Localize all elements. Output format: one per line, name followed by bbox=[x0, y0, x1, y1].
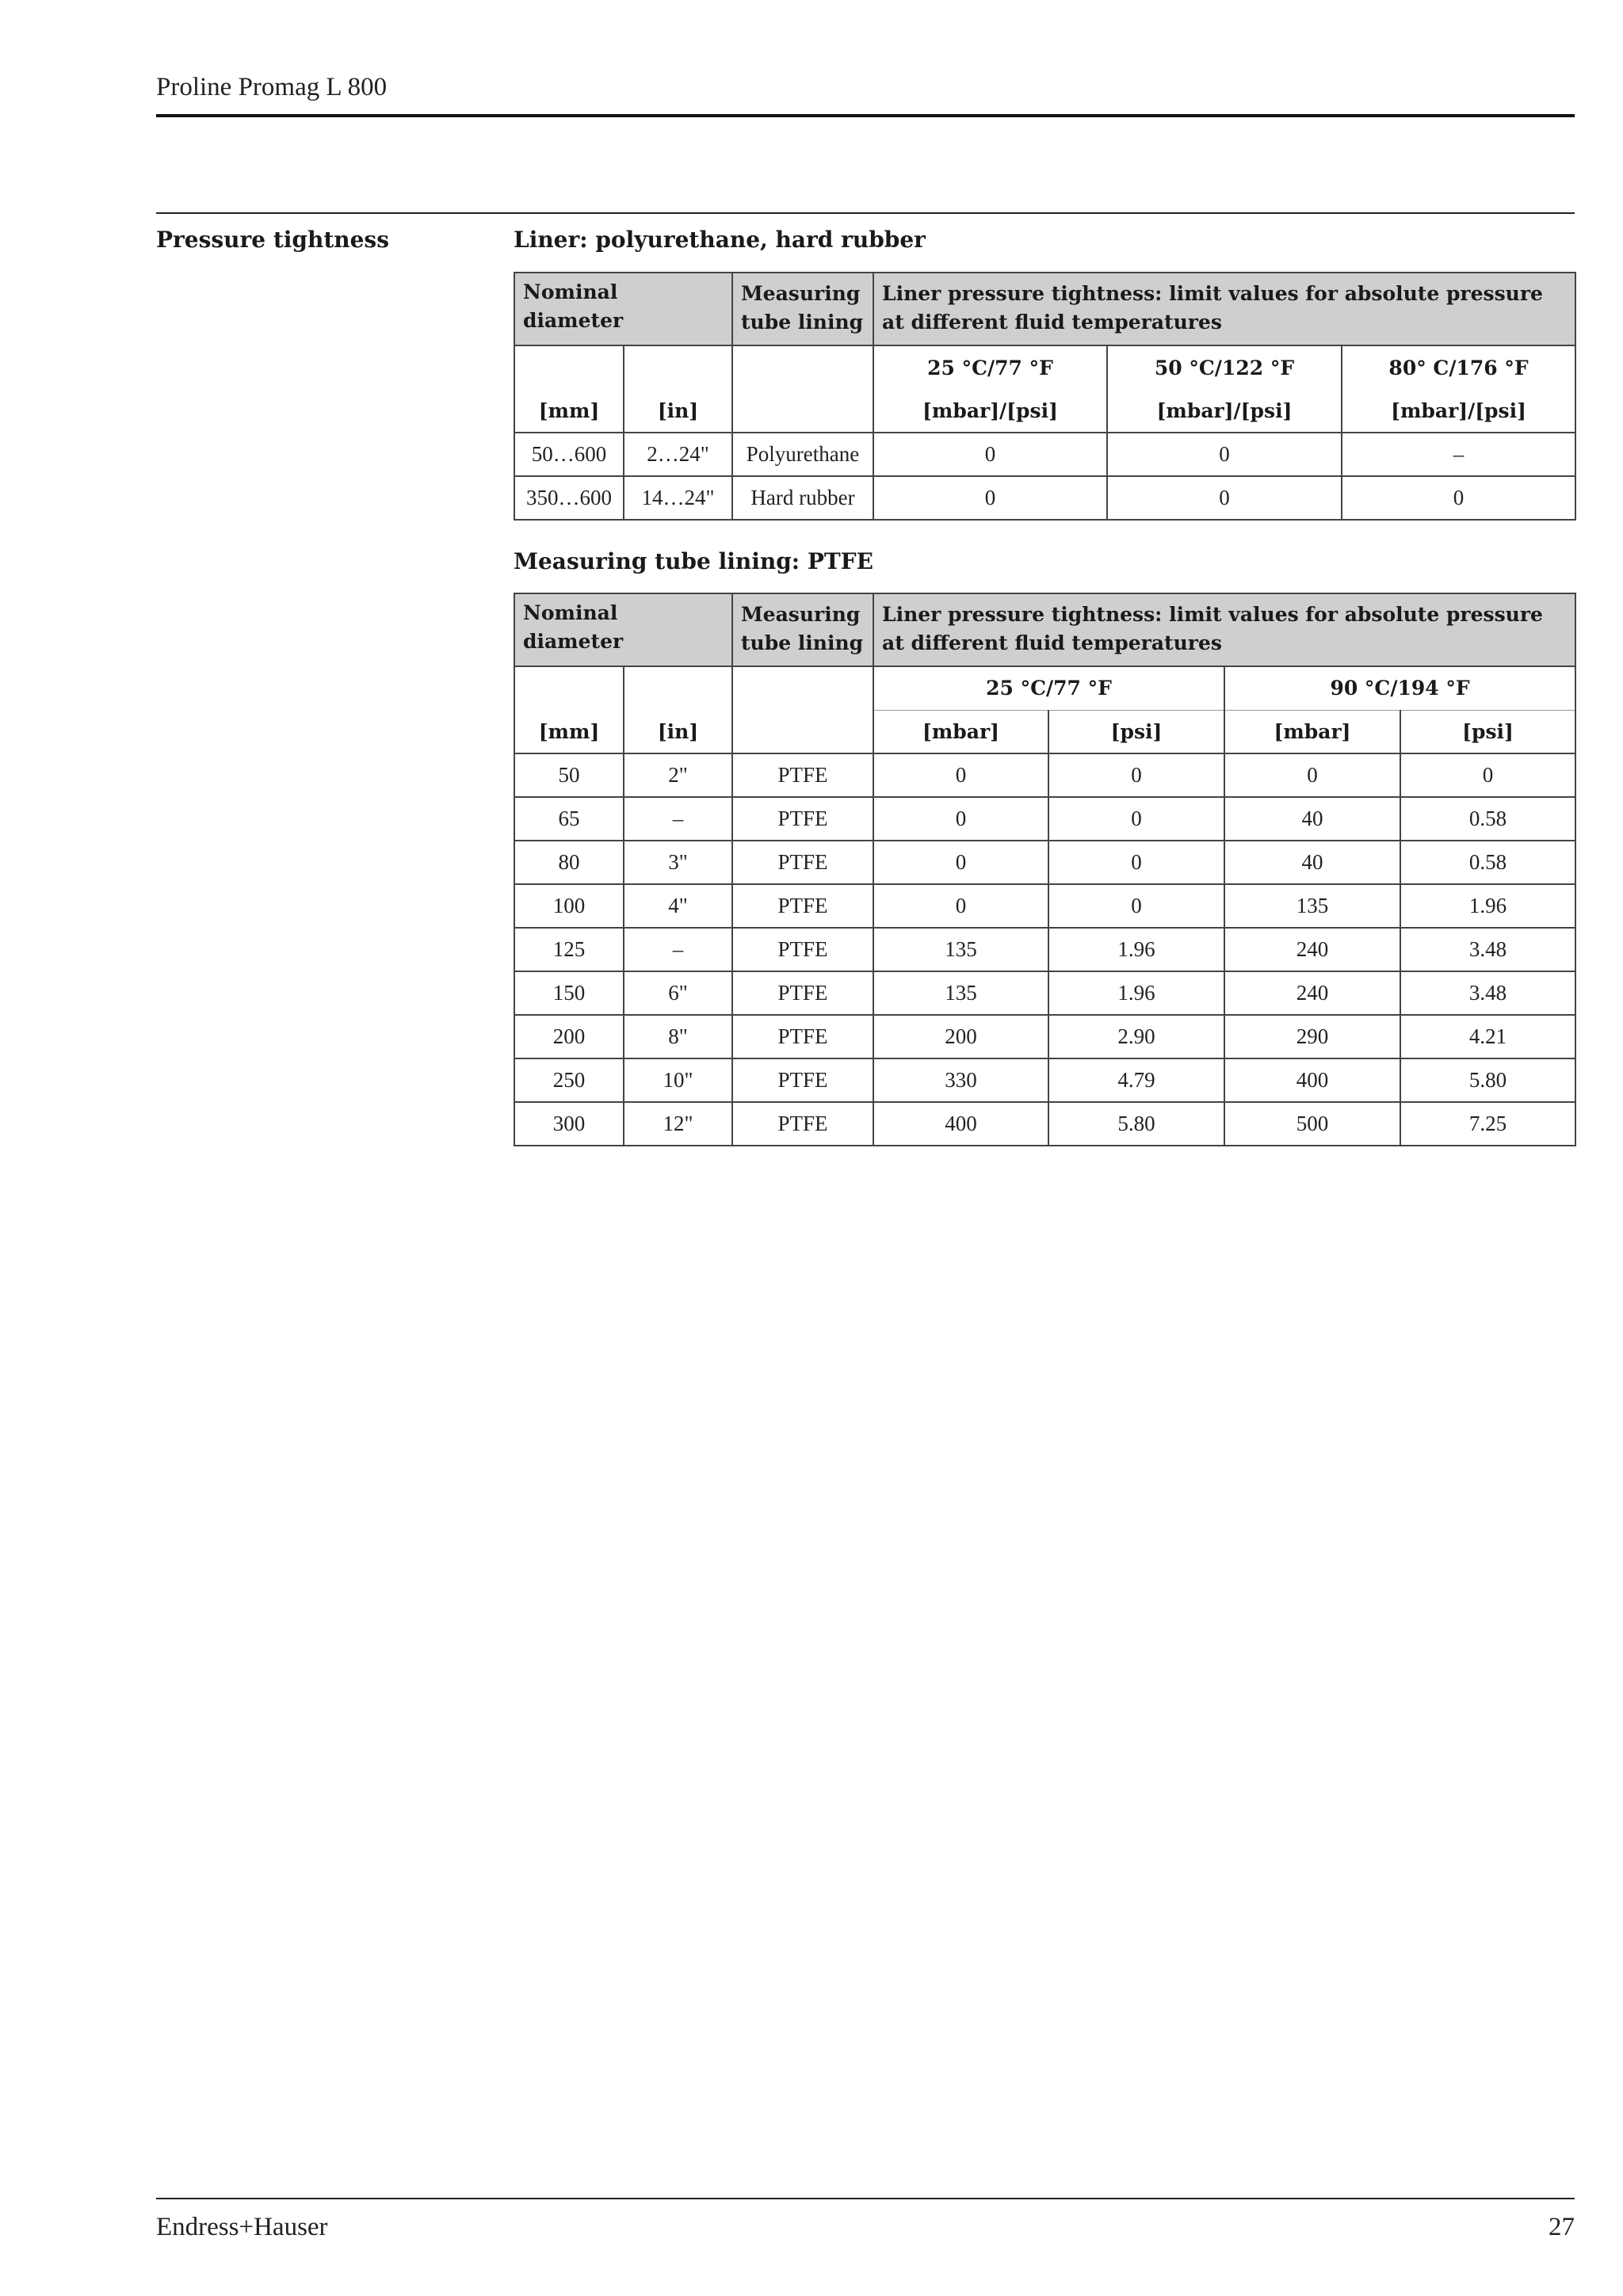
table-cell: 8" bbox=[624, 1015, 732, 1058]
table-cell: 200 bbox=[514, 1015, 624, 1058]
table-cell: 6" bbox=[624, 971, 732, 1015]
table-cell: 0 bbox=[1048, 841, 1224, 884]
table-cell: 3" bbox=[624, 841, 732, 884]
unit-header: [mbar] bbox=[873, 710, 1048, 753]
table-cell: 50 bbox=[514, 753, 624, 797]
table-cell: 14…24" bbox=[624, 476, 732, 520]
table-cell: 50…600 bbox=[514, 433, 624, 476]
table-cell: 0 bbox=[873, 753, 1048, 797]
header-tube-lining: Measuring tube lining bbox=[732, 593, 873, 666]
table-cell: 0 bbox=[1224, 753, 1400, 797]
table-cell: 0.58 bbox=[1400, 797, 1575, 841]
table-cell: 0 bbox=[873, 476, 1107, 520]
table-cell: 10" bbox=[624, 1058, 732, 1102]
table1-title: Liner: polyurethane, hard rubber bbox=[514, 227, 926, 253]
table-row bbox=[514, 884, 1575, 928]
table-row bbox=[514, 1058, 1575, 1102]
table-cell: PTFE bbox=[732, 753, 873, 797]
table-cell: 135 bbox=[873, 971, 1048, 1015]
table-cell: – bbox=[624, 797, 732, 841]
table-cell: 350…600 bbox=[514, 476, 624, 520]
table-cell: 3.48 bbox=[1400, 971, 1575, 1015]
liner-pressure-table bbox=[514, 272, 1576, 521]
table-cell: 65 bbox=[514, 797, 624, 841]
ptfe-pressure-table bbox=[514, 593, 1576, 1146]
table-cell: Hard rubber bbox=[732, 476, 873, 520]
table-cell: PTFE bbox=[732, 1102, 873, 1146]
table-row bbox=[514, 1015, 1575, 1058]
table-cell: 2…24" bbox=[624, 433, 732, 476]
table-cell: 125 bbox=[514, 928, 624, 971]
table-cell: 150 bbox=[514, 971, 624, 1015]
table2-title: Measuring tube lining: PTFE bbox=[514, 548, 873, 574]
table-cell: Polyurethane bbox=[732, 433, 873, 476]
table-cell: PTFE bbox=[732, 884, 873, 928]
header-rule bbox=[156, 114, 1575, 117]
table-cell: – bbox=[624, 928, 732, 971]
table-cell: 0 bbox=[1107, 476, 1342, 520]
unit-header: [mbar]/[psi] bbox=[1107, 389, 1342, 433]
table-cell: 0 bbox=[873, 797, 1048, 841]
table-cell: 0 bbox=[873, 841, 1048, 884]
unit-header: [mbar]/[psi] bbox=[873, 389, 1107, 433]
table-cell: 0 bbox=[873, 884, 1048, 928]
table-cell: 500 bbox=[1224, 1102, 1400, 1146]
table-row bbox=[514, 797, 1575, 841]
temp-header: 80° C/176 °F bbox=[1342, 345, 1575, 389]
table-cell: 0 bbox=[1048, 753, 1224, 797]
table-cell: 3.48 bbox=[1400, 928, 1575, 971]
table-cell: 250 bbox=[514, 1058, 624, 1102]
table-cell: 0 bbox=[1400, 753, 1575, 797]
table-cell: PTFE bbox=[732, 841, 873, 884]
table-cell: PTFE bbox=[732, 1058, 873, 1102]
table-cell: 7.25 bbox=[1400, 1102, 1575, 1146]
table-cell: 240 bbox=[1224, 928, 1400, 971]
table-cell: 4" bbox=[624, 884, 732, 928]
table-cell: 1.96 bbox=[1048, 928, 1224, 971]
table-cell: 0 bbox=[1048, 797, 1224, 841]
header-limit-values: Liner pressure tightness: limit values for absolute pressure at different fluid temperatures bbox=[873, 273, 1575, 345]
header-nominal-diameter: Nominal diameter bbox=[514, 273, 732, 345]
table-cell: 4.21 bbox=[1400, 1015, 1575, 1058]
table-cell: 0 bbox=[1342, 476, 1575, 520]
table-cell: 1.96 bbox=[1400, 884, 1575, 928]
page-number: 27 bbox=[1549, 2213, 1575, 2241]
header-limit-values: Liner pressure tightness: limit values for absolute pressure at different fluid temperatures bbox=[873, 593, 1575, 666]
table-cell: 0 bbox=[1048, 884, 1224, 928]
table-cell: 0 bbox=[873, 433, 1107, 476]
table-cell: 2.90 bbox=[1048, 1015, 1224, 1058]
table-cell: 40 bbox=[1224, 797, 1400, 841]
unit-header: [mbar] bbox=[1224, 710, 1400, 753]
table-cell: 5.80 bbox=[1400, 1058, 1575, 1102]
table-cell: 2" bbox=[624, 753, 732, 797]
header-tube-lining: Measuring tube lining bbox=[732, 273, 873, 345]
table-cell: 400 bbox=[873, 1102, 1048, 1146]
table-row bbox=[514, 1102, 1575, 1146]
table-cell: 4.79 bbox=[1048, 1058, 1224, 1102]
unit-in: [in] bbox=[624, 710, 732, 753]
table-cell: 5.80 bbox=[1048, 1102, 1224, 1146]
table-cell: PTFE bbox=[732, 797, 873, 841]
running-header-title: Proline Promag L 800 bbox=[156, 73, 388, 101]
table-cell: 135 bbox=[1224, 884, 1400, 928]
table-cell: 300 bbox=[514, 1102, 624, 1146]
table-cell: 100 bbox=[514, 884, 624, 928]
table-row bbox=[514, 841, 1575, 884]
table-cell: PTFE bbox=[732, 971, 873, 1015]
table-row bbox=[514, 433, 1575, 476]
unit-mm: [mm] bbox=[514, 710, 624, 753]
table-cell: 0.58 bbox=[1400, 841, 1575, 884]
table-cell: 200 bbox=[873, 1015, 1048, 1058]
unit-in: [in] bbox=[624, 389, 732, 433]
temp-header: 90 °C/194 °F bbox=[1224, 666, 1575, 710]
table-row bbox=[514, 476, 1575, 520]
table-row bbox=[514, 971, 1575, 1015]
temp-header: 25 °C/77 °F bbox=[873, 345, 1107, 389]
section-title: Pressure tightness bbox=[156, 227, 389, 253]
table-cell: 240 bbox=[1224, 971, 1400, 1015]
temp-header: 25 °C/77 °F bbox=[873, 666, 1224, 710]
table-cell: PTFE bbox=[732, 1015, 873, 1058]
unit-mm: [mm] bbox=[514, 389, 624, 433]
temp-header: 50 °C/122 °F bbox=[1107, 345, 1342, 389]
table-row bbox=[514, 753, 1575, 797]
footer-rule bbox=[156, 2198, 1575, 2199]
table-cell: 290 bbox=[1224, 1015, 1400, 1058]
table-cell: 0 bbox=[1107, 433, 1342, 476]
unit-header: [psi] bbox=[1400, 710, 1575, 753]
header-nominal-diameter: Nominal diameter bbox=[514, 593, 732, 666]
table-cell: 40 bbox=[1224, 841, 1400, 884]
table-cell: 330 bbox=[873, 1058, 1048, 1102]
table-row bbox=[514, 928, 1575, 971]
table-cell: 80 bbox=[514, 841, 624, 884]
unit-header: [mbar]/[psi] bbox=[1342, 389, 1575, 433]
table-cell: PTFE bbox=[732, 928, 873, 971]
table-cell: – bbox=[1342, 433, 1575, 476]
table-cell: 135 bbox=[873, 928, 1048, 971]
table-cell: 400 bbox=[1224, 1058, 1400, 1102]
section-rule bbox=[156, 212, 1575, 214]
table-cell: 12" bbox=[624, 1102, 732, 1146]
unit-header: [psi] bbox=[1048, 710, 1224, 753]
footer-brand: Endress+Hauser bbox=[156, 2213, 328, 2241]
table-cell: 1.96 bbox=[1048, 971, 1224, 1015]
